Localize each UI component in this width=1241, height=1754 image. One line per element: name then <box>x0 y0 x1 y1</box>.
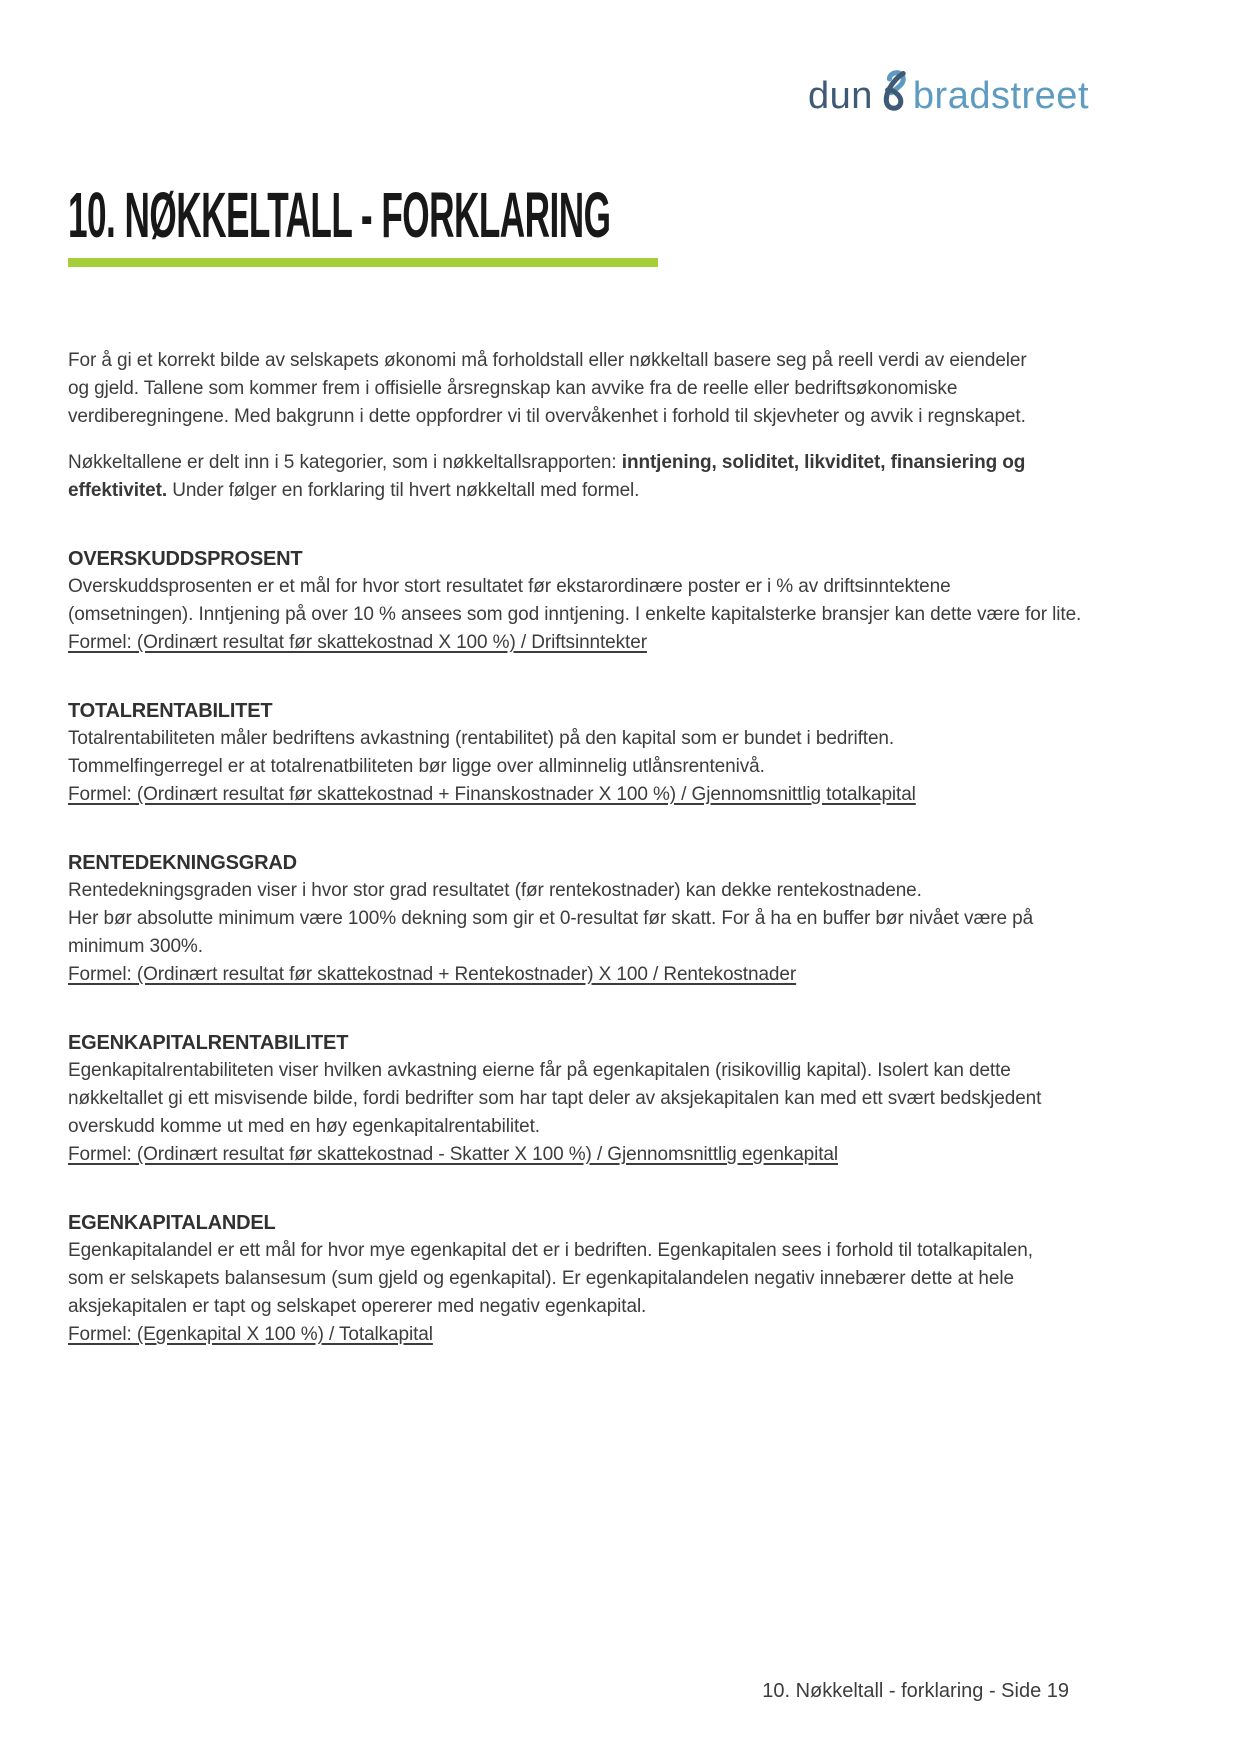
section-body-line: Tommelfingerregel er at totalrenatbiliteten bør ligge over allminnelig utlånsrentenivå. <box>68 756 765 777</box>
section-heading: EGENKAPITALANDEL <box>68 1212 276 1234</box>
page-title: 10. NØKKELTALL - FORKLARING <box>68 179 611 251</box>
section-heading: EGENKAPITALRENTABILITET <box>68 1032 349 1054</box>
section-body-line: Egenkapitalandel er ett mål for hvor mye egenkapital det er i bedriften. Egenkapitalen sees i forhold til totalkapitalen, <box>68 1240 1033 1261</box>
section-body-line: aksjekapitalen er tapt og selskapet opererer med negativ egenkapital. <box>68 1296 647 1317</box>
section-egenkapitalrentabilitet <box>68 1029 1086 1169</box>
intro-line: verdiberegningene. Med bakgrunn i dette oppfordrer vi til overvåkenhet i forhold til skjevheter og avvik i regnskapet. <box>68 406 1026 427</box>
section-body-line: Her bør absolutte minimum være 100% dekning som gir et 0-resultat før skatt. For å ha en buffer bør nivået være på <box>68 908 1034 929</box>
intro2-lead: Nøkkeltallene er delt inn i 5 kategorier, som i nøkkeltallsrapporten: <box>68 452 622 473</box>
formula-line: Formel: (Ordinært resultat før skattekostnad + Finanskostnader X 100 %) / Gjennomsnittlig totalkapital <box>68 784 916 805</box>
section-body-line: som er selskapets balansesum (sum gjeld og egenkapital). Er egenkapitalandelen negativ innebærer dette at hele <box>68 1268 1014 1289</box>
intro2-categories-bold: inntjening, soliditet, likviditet, finansiering og effektivitet. <box>68 452 1026 501</box>
section-body-line: Rentedekningsgraden viser i hvor stor grad resultatet (før rentekostnader) kan dekke rentekostnadene. <box>68 880 922 901</box>
section-rentedekningsgrad <box>68 849 1086 989</box>
intro-line: og gjeld. Tallene som kommer frem i offisielle årsregnskap kan avvike fra de reelle eller bedriftsøkonomiske <box>68 378 958 399</box>
section-overskuddsprosent <box>68 545 1086 657</box>
intro2-tail: Under følger en forklaring til hvert nøkkeltall med formel. <box>167 480 640 501</box>
intro-line: For å gi et korrekt bilde av selskapets økonomi må forholdstall eller nøkkeltall basere seg på reell verdi av eiendeler <box>68 350 1027 371</box>
section-body-line: Overskuddsprosenten er et mål for hvor stort resultatet før ekstarordinære poster er i % av driftsinntektene <box>68 576 951 597</box>
document-body <box>68 0 1086 1349</box>
section-body-line: minimum 300%. <box>68 936 203 957</box>
section-heading: OVERSKUDDSPROSENT <box>68 548 303 570</box>
section-body-line: overskudd komme ut med en høy egenkapitalrentabilitet. <box>68 1116 540 1137</box>
formula-line: Formel: (Ordinært resultat før skattekostnad + Rentekostnader) X 100 / Rentekostnader <box>68 964 797 985</box>
footer-page-label: 10. Nøkkeltall - forklaring - Side 19 <box>762 1680 1069 1702</box>
logo-word-bradstreet: bradstreet <box>912 74 1089 117</box>
section-body-line: (omsetningen). Inntjening på over 10 % ansees som god inntjening. I enkelte kapitalsterke bransjer kan dette være for lite. <box>68 604 1082 625</box>
section-heading: RENTEDEKNINGSGRAD <box>68 852 297 874</box>
intro-paragraph-2 <box>68 449 1086 505</box>
title-accent-bar <box>68 258 658 267</box>
section-egenkapitalandel <box>68 1209 1086 1349</box>
section-body-line: Totalrentabiliteten måler bedriftens avkastning (rentabilitet) på den kapital som er bundet i bedriften. <box>68 728 895 749</box>
section-body-line: nøkkeltallet gi ett misvisende bilde, fordi bedrifter som har tapt deler av aksjekapitalen kan med ett svært bedskjedent <box>68 1088 1042 1109</box>
intro-paragraph-1 <box>68 347 1086 431</box>
section-totalrentabilitet <box>68 697 1086 809</box>
section-body-line: Egenkapitalrentabiliteten viser hvilken avkastning eierne får på egenkapitalen (risikovillig kapital). Isolert kan dette <box>68 1060 1011 1081</box>
logo-word-dun: dun <box>808 74 873 117</box>
formula-line: Formel: (Ordinært resultat før skattekostnad - Skatter X 100 %) / Gjennomsnittlig egenkapital <box>68 1144 839 1165</box>
section-heading: TOTALRENTABILITET <box>68 700 273 722</box>
formula-line: Formel: (Ordinært resultat før skattekostnad X 100 %) / Driftsinntekter <box>68 632 647 653</box>
formula-line: Formel: (Egenkapital X 100 %) / Totalkapital <box>68 1324 433 1345</box>
